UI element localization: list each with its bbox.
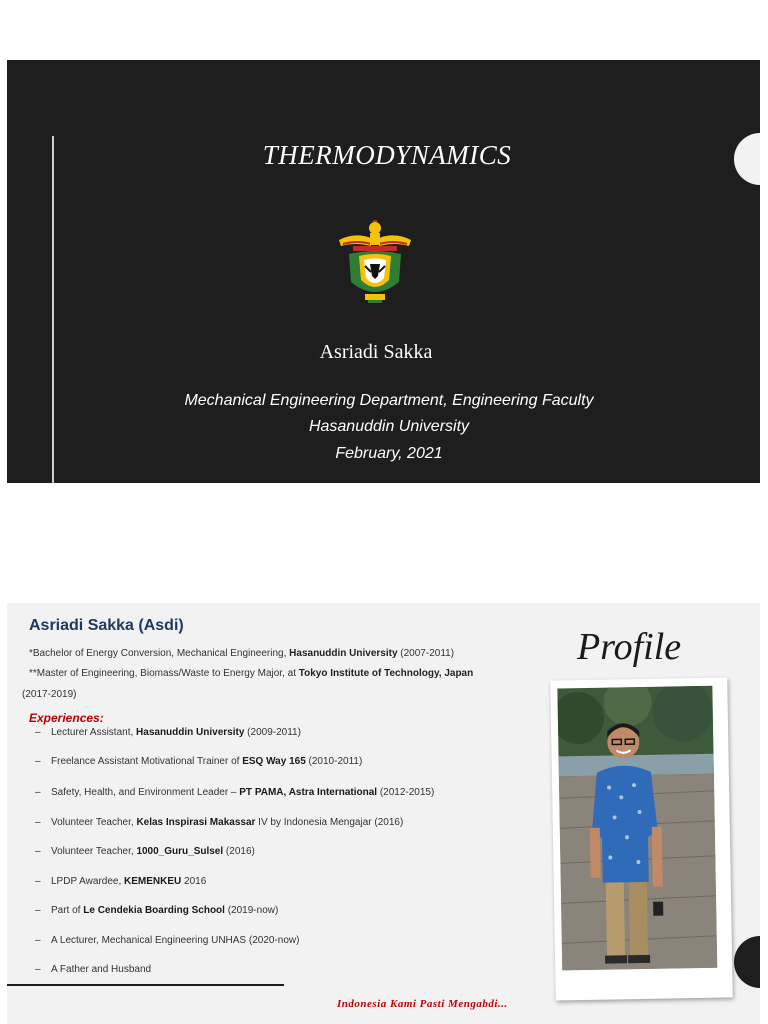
experience-text: Volunteer Teacher, (51, 846, 137, 857)
bullet-dash: – (35, 905, 41, 916)
university-text: Hasanuddin University (308, 418, 470, 435)
experience-item (35, 787, 434, 798)
experience-item (35, 727, 301, 738)
profile-photo (557, 686, 717, 971)
bullet-dash: – (35, 876, 41, 887)
bullet-dash: – (35, 935, 41, 946)
bullet-dash: – (35, 846, 41, 857)
experience-years: (2009-2011) (244, 727, 301, 738)
experience-org: Le Cendekia Boarding School (83, 905, 225, 916)
university-logo-icon (335, 220, 415, 304)
experience-item (35, 876, 206, 887)
profile-slide (7, 603, 760, 1024)
date-text: February, 2021 (335, 445, 443, 462)
bullet-dash: – (35, 964, 41, 975)
experience-text: Freelance Assistant Motivational Trainer of (51, 756, 243, 767)
experience-years: (2019-now) (224, 905, 279, 916)
experience-org: Kelas Inspirasi Makassar (136, 817, 256, 828)
experience-org: KEMENKEU (124, 876, 182, 887)
experience-years: (2010-2011) (305, 756, 363, 767)
profile-heading: Asriadi Sakka (Asdi) (29, 617, 184, 634)
experience-years: IV by Indonesia Mengajar (2016) (255, 817, 404, 828)
experience-org: Hasanuddin University (136, 727, 245, 738)
experience-item (35, 846, 255, 857)
experiences-title: Experiences: (29, 711, 104, 725)
experience-org: 1000_Guru_Sulsel (136, 846, 224, 857)
experience-text: Safety, Health, and Environment Leader – (51, 787, 240, 798)
experience-text: Lecturer Assistant, (51, 727, 137, 738)
author-name: Asriadi Sakka (319, 341, 433, 363)
education-master-years: (2017-2019) (22, 689, 77, 700)
experience-text: LPDP Awardee, (51, 876, 125, 887)
experience-item (35, 905, 278, 916)
motto-text: Indonesia Kami Pasti Mengabdi... (337, 998, 508, 1010)
experience-item (35, 964, 151, 975)
profile-photo-frame (550, 677, 733, 1000)
experience-org: ESQ Way 165 (242, 756, 306, 767)
experience-item (35, 817, 403, 828)
presentation-title: THERMODYNAMICS (262, 140, 512, 170)
department-text: Mechanical Engineering Department, Engineering Faculty (184, 392, 594, 409)
experience-text: Part of (51, 905, 84, 916)
bullet-dash: – (35, 817, 41, 828)
education-bachelor: *Bachelor of Energy Conversion, Mechanical Engineering, Hasanuddin University (2007-2011) (29, 648, 455, 659)
experience-item (35, 756, 362, 767)
profile-title: Profile (577, 626, 682, 668)
slide-edge-tab (734, 936, 760, 988)
experience-text: A Lecturer, Mechanical Engineering UNHAS (2020-now) (51, 935, 300, 946)
experience-years: 2016 (181, 876, 207, 887)
education-master: **Master of Engineering, Biomass/Waste to Energy Major, at Tokyo Institute of Technology, Japan (29, 668, 474, 679)
footer-rule (7, 984, 284, 986)
experience-years: (2012-2015) (377, 787, 435, 798)
bullet-dash: – (35, 756, 41, 767)
person-photo-icon (557, 686, 717, 971)
bullet-dash: – (35, 727, 41, 738)
experience-text: Volunteer Teacher, (51, 817, 137, 828)
bullet-dash: – (35, 787, 41, 798)
experience-item (35, 935, 299, 946)
title-slide (7, 60, 760, 483)
experience-years: (2016) (223, 846, 255, 857)
experience-text: A Father and Husband (51, 964, 152, 975)
experience-org: PT PAMA, Astra International (239, 787, 378, 798)
